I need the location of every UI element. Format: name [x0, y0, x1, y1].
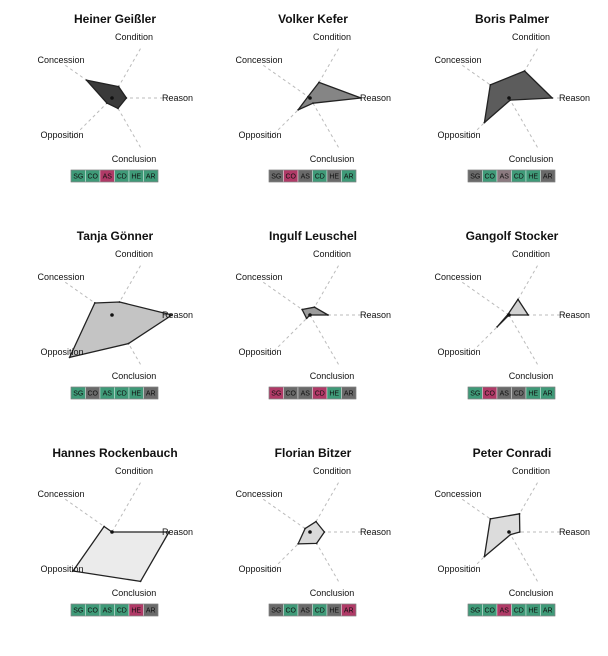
- strip-label: HE: [131, 173, 142, 181]
- radar-vertex: [117, 107, 119, 109]
- strip-label: CO: [87, 390, 98, 398]
- axis-label: Reason: [162, 527, 194, 537]
- strip-label: SG: [470, 390, 481, 398]
- strip-label: AR: [145, 390, 156, 398]
- panel-title: Tanja Gönner: [76, 229, 154, 243]
- axis-label: Opposition: [437, 564, 481, 574]
- radar-polygon: [302, 307, 328, 318]
- axis-label: Conclusion: [309, 588, 355, 598]
- strip-label: HE: [131, 390, 142, 398]
- axis-spoke: [509, 532, 539, 584]
- axis-label: Opposition: [40, 564, 84, 574]
- axis-label: Concession: [235, 55, 283, 65]
- radar-plot: [15, 12, 215, 222]
- center-dot: [308, 313, 312, 317]
- radar-vertex: [118, 86, 120, 88]
- axis-spoke: [261, 64, 310, 98]
- axis-label: Condition: [511, 32, 551, 42]
- axis-label: Concession: [235, 489, 283, 499]
- radar-polygon: [73, 527, 169, 582]
- strip-label: AR: [343, 173, 354, 181]
- strip-label: AR: [343, 390, 354, 398]
- strip-label: CD: [116, 390, 127, 398]
- radar-vertex: [483, 556, 485, 558]
- strip-label: SG: [73, 390, 84, 398]
- axis-label: Opposition: [40, 130, 84, 140]
- strip-label: HE: [329, 390, 340, 398]
- strip-label: SG: [470, 173, 481, 181]
- strip-label: HE: [528, 173, 539, 181]
- radar-vertex: [510, 534, 512, 536]
- axis-label: Conclusion: [111, 154, 157, 164]
- strip-label: AS: [300, 607, 310, 615]
- strip-label: AR: [145, 607, 156, 615]
- axis-spoke: [310, 98, 340, 150]
- axis-label: Reason: [162, 310, 194, 320]
- radar-vertex: [106, 102, 108, 104]
- axis-label: Condition: [114, 32, 154, 42]
- strip-label: AS: [499, 607, 509, 615]
- strip-label: CD: [513, 173, 524, 181]
- axis-label: Condition: [312, 249, 352, 259]
- radar-plot: [213, 229, 413, 439]
- axis-label: Reason: [360, 527, 392, 537]
- axis-label: Conclusion: [508, 371, 554, 381]
- radar-vertex: [489, 518, 491, 520]
- radar-vertex: [519, 513, 521, 515]
- strip-label: AS: [499, 173, 509, 181]
- radar-panel: [213, 446, 413, 656]
- strip-label: SG: [271, 390, 282, 398]
- panel-title: Gangolf Stocker: [465, 229, 559, 243]
- center-dot: [110, 96, 114, 100]
- panel-title: Ingulf Leuschel: [268, 229, 357, 243]
- axis-label: Reason: [162, 93, 194, 103]
- center-dot: [110, 530, 114, 534]
- radar-panel: [412, 446, 608, 656]
- axis-label: Concession: [434, 489, 482, 499]
- axis-label: Reason: [559, 93, 591, 103]
- radar-polygon: [484, 514, 519, 557]
- radar-panel: [15, 446, 215, 656]
- radar-vertex: [314, 306, 316, 308]
- strip-label: HE: [528, 390, 539, 398]
- axis-label: Conclusion: [508, 588, 554, 598]
- axis-label: Condition: [312, 32, 352, 42]
- radar-panel: [213, 229, 413, 439]
- center-dot: [110, 313, 114, 317]
- axis-spoke: [509, 98, 539, 150]
- axis-label: Condition: [511, 249, 551, 259]
- axis-spoke: [112, 480, 142, 532]
- radar-vertex: [140, 580, 142, 582]
- strip-label: CD: [513, 390, 524, 398]
- strip-label: SG: [470, 607, 481, 615]
- strip-label: CO: [285, 390, 296, 398]
- axis-label: Condition: [114, 249, 154, 259]
- axis-label: Concession: [37, 55, 85, 65]
- radar-vertex: [527, 314, 529, 316]
- radar-panel: [15, 229, 215, 439]
- strip-label: CD: [314, 607, 325, 615]
- strip-label: AS: [102, 390, 112, 398]
- strip-label: AR: [343, 607, 354, 615]
- strip-label: AS: [102, 607, 112, 615]
- radar-vertex: [524, 70, 526, 72]
- strip-label: CD: [116, 173, 127, 181]
- radar-plot: [213, 446, 413, 656]
- radar-vertex: [517, 299, 519, 301]
- radar-panel: [15, 12, 215, 222]
- axis-label: Conclusion: [309, 371, 355, 381]
- radar-plot: [15, 229, 215, 439]
- center-dot: [308, 530, 312, 534]
- strip-label: HE: [329, 607, 340, 615]
- radar-plot: [412, 446, 608, 656]
- axis-label: Conclusion: [111, 588, 157, 598]
- strip-label: SG: [73, 173, 84, 181]
- panel-title: Boris Palmer: [474, 12, 550, 26]
- panel-title: Hannes Rockenbauch: [52, 446, 178, 460]
- radar-vertex: [496, 326, 498, 328]
- axis-label: Conclusion: [309, 154, 355, 164]
- radar-vertex: [94, 302, 96, 304]
- axis-label: Concession: [235, 272, 283, 282]
- axis-spoke: [310, 315, 340, 367]
- strip-label: SG: [271, 607, 282, 615]
- radar-vertex: [519, 531, 521, 533]
- strip-label: AR: [542, 173, 553, 181]
- radar-vertex: [103, 526, 105, 528]
- axis-label: Opposition: [238, 564, 282, 574]
- axis-label: Reason: [360, 310, 392, 320]
- strip-label: HE: [329, 173, 340, 181]
- strip-label: CO: [285, 607, 296, 615]
- strip-label: AR: [145, 173, 156, 181]
- radar-vertex: [301, 309, 303, 311]
- radar-panel: [412, 229, 608, 439]
- radar-vertex: [551, 97, 553, 99]
- radar-vertex: [318, 82, 320, 84]
- axis-label: Conclusion: [111, 371, 157, 381]
- panel-title: Heiner Geißler: [73, 12, 157, 26]
- radar-plot: [412, 229, 608, 439]
- radar-vertex: [324, 531, 326, 533]
- radar-vertex: [86, 79, 88, 81]
- strip-label: HE: [528, 607, 539, 615]
- radar-panel: [213, 12, 413, 222]
- radar-vertex: [315, 521, 317, 523]
- axis-label: Conclusion: [508, 154, 554, 164]
- radar-vertex: [327, 314, 329, 316]
- strip-label: AS: [300, 173, 310, 181]
- strip-label: SG: [73, 607, 84, 615]
- strip-label: CD: [314, 390, 325, 398]
- strip-label: AS: [300, 390, 310, 398]
- strip-label: CD: [314, 173, 325, 181]
- axis-label: Condition: [114, 466, 154, 476]
- strip-label: HE: [131, 607, 142, 615]
- radar-polygon: [70, 302, 172, 357]
- radar-polygon: [497, 299, 528, 327]
- panel-title: Peter Conradi: [472, 446, 552, 460]
- axis-label: Reason: [559, 527, 591, 537]
- axis-label: Condition: [511, 466, 551, 476]
- radar-vertex: [126, 97, 128, 99]
- radar-vertex: [312, 102, 314, 104]
- axis-label: Opposition: [238, 347, 282, 357]
- radar-vertex: [306, 317, 308, 319]
- axis-label: Concession: [434, 55, 482, 65]
- strip-label: CO: [484, 173, 495, 181]
- axis-label: Opposition: [238, 130, 282, 140]
- axis-label: Opposition: [437, 347, 481, 357]
- axis-label: Reason: [360, 93, 392, 103]
- strip-label: CO: [87, 173, 98, 181]
- radar-vertex: [297, 109, 299, 111]
- strip-label: AS: [102, 173, 112, 181]
- axis-label: Opposition: [40, 347, 84, 357]
- center-dot: [507, 313, 511, 317]
- axis-label: Concession: [37, 272, 85, 282]
- radar-vertex: [119, 301, 121, 303]
- strip-label: CO: [285, 173, 296, 181]
- axis-spoke: [509, 315, 539, 367]
- center-dot: [507, 96, 511, 100]
- axis-label: Concession: [37, 489, 85, 499]
- strip-label: CO: [484, 607, 495, 615]
- strip-label: CD: [513, 607, 524, 615]
- strip-label: SG: [271, 173, 282, 181]
- radar-panel: [412, 12, 608, 222]
- radar-vertex: [489, 84, 491, 86]
- axis-label: Reason: [559, 310, 591, 320]
- panel-title: Florian Bitzer: [274, 446, 352, 460]
- axis-label: Opposition: [437, 130, 481, 140]
- radar-vertex: [316, 543, 318, 545]
- radar-vertex: [297, 543, 299, 545]
- strip-label: AR: [542, 607, 553, 615]
- axis-spoke: [261, 498, 310, 532]
- radar-vertex: [483, 122, 485, 124]
- strip-label: AR: [542, 390, 553, 398]
- center-dot: [308, 96, 312, 100]
- radar-plot: [15, 446, 215, 656]
- radar-vertex: [128, 343, 130, 345]
- radar-plot: [412, 12, 608, 222]
- panel-title: Volker Kefer: [278, 12, 348, 26]
- strip-label: CO: [87, 607, 98, 615]
- axis-label: Concession: [434, 272, 482, 282]
- radar-vertex: [304, 528, 306, 530]
- strip-label: AS: [499, 390, 509, 398]
- axis-spoke: [460, 281, 509, 315]
- axis-label: Condition: [312, 466, 352, 476]
- center-dot: [507, 530, 511, 534]
- radar-plot: [213, 12, 413, 222]
- strip-label: CD: [116, 607, 127, 615]
- strip-label: CO: [484, 390, 495, 398]
